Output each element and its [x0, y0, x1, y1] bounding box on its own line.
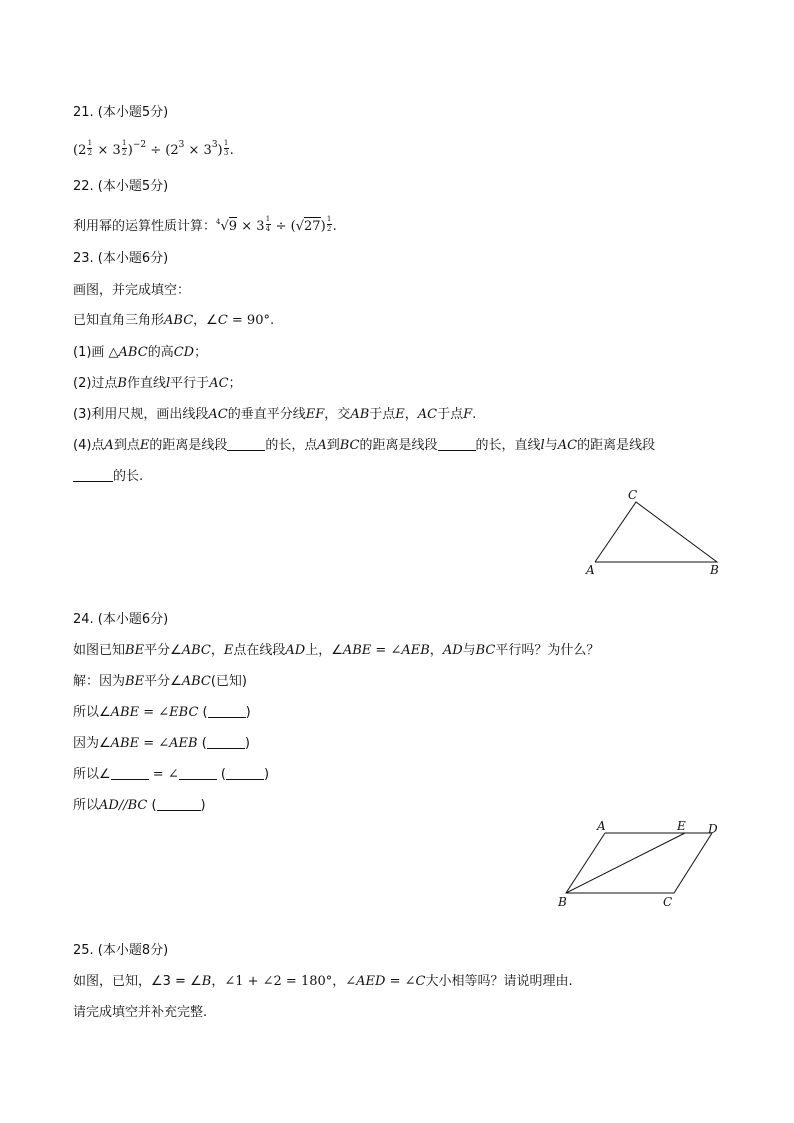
label-d: D	[708, 822, 718, 836]
q23-blank-2[interactable]	[438, 450, 476, 451]
q24-blank-reason-1[interactable]	[208, 717, 246, 718]
label-a: A	[586, 563, 595, 577]
q24-blank-angle-1[interactable]	[111, 779, 149, 780]
triangle-abc	[595, 502, 717, 562]
q23-step-4: (4)点A到点E的距离是线段 的长，点A到BC的距离是线段 的长，直线l与AC的距离是线段	[73, 438, 656, 453]
q23-step-4-continued: 的长.	[73, 468, 143, 486]
q24-reason-3: 所以∠ = ∠ ( )	[73, 767, 270, 782]
label-c: C	[663, 895, 673, 909]
q22-stem: 利用幂的运算性质计算：$^4$√9 × 3 $\frac{1}{4}$ ÷ (√27) $\frac{1}{2}$ .	[73, 215, 337, 234]
label-b: B	[710, 563, 719, 577]
q24-solution-start: 解：因为BE平分∠ABC(已知)	[73, 674, 248, 689]
q23-step-3: (3)利用尺规，画出线段AC的垂直平分线EF，交AB于点E，AC于点F.	[73, 407, 477, 422]
segment-be	[566, 833, 685, 893]
q24-stem: 如图已知BE平分∠ABC，E点在线段AD上，∠ABE = ∠AEB，AD与BC平行吗？为什么？	[73, 643, 600, 658]
q21-expression: (2 $\frac{1}{2}$ × 3 $\frac{1}{2}$ )$^{-2} \div (2^3 \times 3^3)$ $\frac{1}{3}$ .	[73, 139, 234, 158]
q22-header: 22. (本小题5分)	[73, 179, 169, 194]
q23-blank-1[interactable]	[227, 450, 265, 451]
q23-instruction: 画图，并完成填空：	[73, 283, 191, 298]
q24-blank-reason-4[interactable]	[157, 810, 201, 811]
q24-reason-2: 因为∠ABE = ∠AEB ( )	[73, 736, 250, 751]
q24-blank-reason-3[interactable]	[226, 779, 264, 780]
q23-header: 23. (本小题6分)	[73, 251, 169, 266]
label-a: A	[597, 819, 606, 833]
label-e: E	[677, 819, 686, 833]
q24-blank-reason-2[interactable]	[207, 748, 245, 749]
q25-header: 25. (本小题8分)	[73, 943, 169, 958]
q25-stem: 如图，已知，∠3 = ∠B，∠1 + ∠2 = 180°，∠AED = ∠C大小相等吗？请说明理由.	[73, 974, 573, 989]
parallelogram-abcd	[566, 833, 712, 893]
q24-parallelogram-figure	[552, 818, 730, 912]
q23-given: 已知直角三角形ABC，∠C = 90°.	[73, 313, 275, 328]
q25-instruction: 请完成填空并补充完整.	[73, 1005, 208, 1020]
q24-conclusion: 所以AD//BC ( )	[73, 798, 206, 813]
q23-triangle-figure	[580, 486, 730, 580]
q24-blank-angle-2[interactable]	[179, 779, 217, 780]
label-b: B	[558, 895, 567, 909]
q21-header: 21. (本小题5分)	[73, 105, 169, 120]
q23-blank-3[interactable]	[73, 481, 113, 482]
q23-step-1: (1)画 △ABC的高CD；	[73, 345, 208, 360]
q24-reason-1: 所以∠ABE = ∠EBC ( )	[73, 705, 251, 720]
q23-step-2: (2)过点B作直线l平行于AC；	[73, 376, 242, 391]
q24-header: 24. (本小题6分)	[73, 612, 169, 627]
label-c: C	[628, 488, 638, 502]
